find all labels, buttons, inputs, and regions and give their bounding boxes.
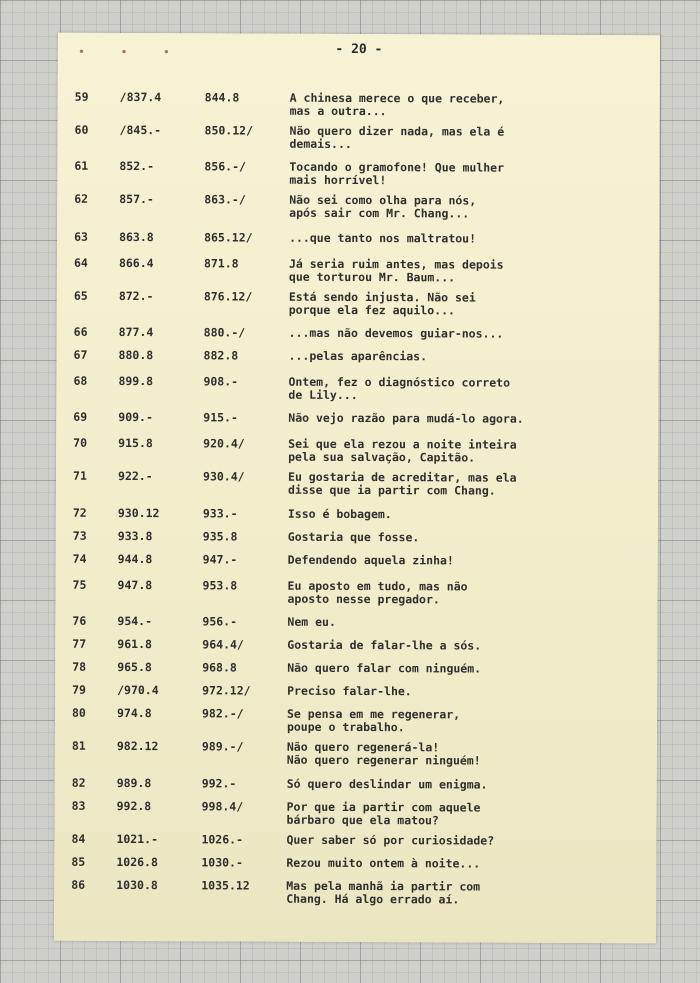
subtitle-number: 74 xyxy=(72,551,87,566)
subtitle-number: 79 xyxy=(72,682,87,697)
subtitle-number: 77 xyxy=(72,636,87,651)
subtitle-text: Está sendo injusta. Não sei porque ela fez aquilo... xyxy=(288,289,476,318)
subtitle-number: 70 xyxy=(73,435,88,450)
subtitle-row xyxy=(56,373,658,403)
time-in: 1021.- xyxy=(116,831,159,847)
subtitle-row xyxy=(55,798,657,828)
time-in: 982.12 xyxy=(116,738,159,754)
subtitle-number: 60 xyxy=(74,122,89,137)
time-in: 880.8 xyxy=(118,347,154,363)
time-out: 992.- xyxy=(201,776,237,791)
typed-page xyxy=(54,33,660,944)
time-out: 882.8 xyxy=(203,348,239,363)
subtitle-text: Mas pela manhã ia partir com Chang. Há algo errado aí. xyxy=(286,878,481,907)
time-out: 871.8 xyxy=(203,256,239,271)
subtitle-text: Rezou muito ontem à noite... xyxy=(286,855,481,871)
time-out: 856.-/ xyxy=(204,159,246,174)
subtitle-row xyxy=(57,191,659,221)
time-out: 968.8 xyxy=(202,660,237,675)
time-in: 933.8 xyxy=(117,528,153,544)
time-in: 863.8 xyxy=(119,229,154,245)
subtitle-text: Gostaria que fosse. xyxy=(287,529,420,545)
subtitle-row xyxy=(57,255,659,285)
subtitle-text: Gostaria de falar-lhe a sós. xyxy=(287,637,482,653)
time-out: 1035.12 xyxy=(201,878,250,893)
time-in: 974.8 xyxy=(116,705,152,721)
subtitle-text: Eu gostaria de acreditar, mas ela disse que ia partir com Chang. xyxy=(287,469,517,498)
subtitle-text: ...que tanto nos maltratou! xyxy=(289,230,477,246)
subtitle-row xyxy=(56,409,658,426)
time-out: 989.-/ xyxy=(201,739,244,754)
subtitle-number: 67 xyxy=(73,347,88,362)
subtitle-number: 65 xyxy=(73,288,88,303)
time-in: 922.- xyxy=(118,468,153,484)
time-out: 933.- xyxy=(202,506,238,521)
subtitle-row xyxy=(55,682,657,699)
time-out: 863.-/ xyxy=(204,192,246,207)
time-in: /837.4 xyxy=(119,89,162,105)
subtitle-number: 68 xyxy=(73,373,88,388)
time-in: 857.- xyxy=(119,191,154,207)
subtitle-text: ...mas não devemos guiar-nos... xyxy=(288,325,504,341)
subtitle-number: 86 xyxy=(71,877,86,892)
subtitle-text: Só quero deslindar um enigma. xyxy=(286,776,488,792)
subtitle-text: A chinesa merece o que receber, mas a outra... xyxy=(289,90,505,119)
subtitle-row xyxy=(58,122,660,151)
time-out: 880.-/ xyxy=(203,325,246,340)
time-out: 947.- xyxy=(202,552,238,567)
subtitle-text: Sei que ela rezou a noite inteira pela sua salvação, Capitão. xyxy=(288,436,517,465)
time-out: 850.12/ xyxy=(204,123,254,138)
subtitle-text: Preciso falar-lhe. xyxy=(287,683,412,699)
time-out: 915.- xyxy=(203,410,238,425)
subtitle-number: 75 xyxy=(72,577,87,592)
time-out: 953.8 xyxy=(202,578,238,593)
time-out: 1026.- xyxy=(201,832,244,847)
subtitle-row xyxy=(54,831,656,848)
subtitle-row xyxy=(56,435,658,465)
time-out: 844.8 xyxy=(204,90,240,105)
punch-marks: • • • xyxy=(77,44,185,60)
time-in: 930.12 xyxy=(117,505,160,521)
subtitle-list xyxy=(54,33,660,944)
subtitle-row xyxy=(55,636,657,653)
time-in: 872.- xyxy=(118,288,154,304)
subtitle-row xyxy=(58,89,660,119)
time-in: 915.8 xyxy=(118,435,153,451)
subtitle-text: Defendendo aquela zinha! xyxy=(287,552,454,568)
time-in: 954.- xyxy=(117,613,153,629)
subtitle-text: Não quero regenerá-la! Não quero regenerar ninguém! xyxy=(286,739,481,768)
subtitle-number: 76 xyxy=(72,613,87,628)
time-in: 909.- xyxy=(118,409,153,425)
time-in: 961.8 xyxy=(117,636,152,652)
subtitle-number: 81 xyxy=(71,738,86,753)
subtitle-row xyxy=(54,877,656,907)
subtitle-row xyxy=(56,577,658,607)
subtitle-number: 69 xyxy=(73,409,88,424)
subtitle-row xyxy=(56,468,658,498)
time-out: 920.4/ xyxy=(203,436,245,451)
subtitle-row xyxy=(57,324,659,341)
subtitle-text: Nem eu. xyxy=(287,614,336,629)
time-out: 1030.- xyxy=(201,855,243,870)
time-in: 1030.8 xyxy=(116,877,158,893)
time-out: 930.4/ xyxy=(203,469,245,484)
time-out: 972.12/ xyxy=(202,683,251,698)
subtitle-row xyxy=(56,551,658,568)
subtitle-row xyxy=(57,288,659,318)
time-in: 965.8 xyxy=(117,659,152,675)
time-in: 989.8 xyxy=(116,775,152,791)
subtitle-text: Não sei como olha para nós, após sair com Mr. Chang... xyxy=(289,192,477,221)
subtitle-number: 66 xyxy=(73,324,88,339)
subtitle-number: 63 xyxy=(74,229,88,244)
subtitle-text: Quer saber só por curiosidade? xyxy=(286,832,495,848)
subtitle-number: 82 xyxy=(71,775,86,790)
subtitle-number: 71 xyxy=(73,468,87,483)
subtitle-text: Ontem, fez o diagnóstico correto de Lily... xyxy=(288,374,511,403)
time-in: 852.- xyxy=(119,158,155,174)
subtitle-text: Já seria ruim antes, mas depois que torturou Mr. Baum... xyxy=(288,256,504,285)
subtitle-number: 72 xyxy=(72,505,87,520)
time-in: 992.8 xyxy=(116,798,152,814)
subtitle-text: Por que ia partir com aquele bárbaro que ela matou? xyxy=(286,799,481,828)
subtitle-row xyxy=(57,158,659,188)
subtitle-text: Tocando o gramofone! Que mulher mais horrível! xyxy=(289,159,505,188)
time-in: 866.4 xyxy=(118,255,154,271)
subtitle-number: 62 xyxy=(74,191,89,206)
time-out: 865.12/ xyxy=(204,230,253,245)
time-in: /970.4 xyxy=(117,682,159,698)
subtitle-text: Não quero falar com ninguém. xyxy=(287,660,482,676)
subtitle-number: 83 xyxy=(71,798,86,813)
time-out: 956.- xyxy=(202,614,238,629)
subtitle-text: Se pensa em me regenerar, poupe o trabalho. xyxy=(286,706,461,735)
subtitle-row xyxy=(55,775,657,792)
time-in: 1026.8 xyxy=(116,854,158,870)
subtitle-number: 64 xyxy=(73,255,88,270)
subtitle-number: 80 xyxy=(71,705,86,720)
time-in: /845.- xyxy=(119,122,162,138)
subtitle-row xyxy=(55,613,657,629)
subtitle-number: 61 xyxy=(74,158,89,173)
time-out: 935.8 xyxy=(202,529,238,544)
subtitle-row xyxy=(55,705,657,735)
subtitle-number: 85 xyxy=(71,854,86,869)
subtitle-number: 73 xyxy=(72,528,87,543)
subtitle-text: Isso é bobagem. xyxy=(287,506,392,522)
time-in: 877.4 xyxy=(118,324,154,340)
time-out: 964.4/ xyxy=(202,637,244,652)
time-in: 947.8 xyxy=(117,577,153,593)
time-in: 944.8 xyxy=(117,551,153,567)
time-out: 876.12/ xyxy=(203,289,253,304)
subtitle-row xyxy=(56,505,658,522)
time-out: 908.- xyxy=(203,374,239,389)
subtitle-number: 84 xyxy=(71,831,86,846)
subtitle-text: Não quero dizer nada, mas ela é demais... xyxy=(289,123,505,151)
time-out: 982.-/ xyxy=(201,706,244,721)
subtitle-row xyxy=(54,854,656,871)
subtitle-text: Não vejo razão para mudá-lo agora. xyxy=(288,410,524,426)
subtitle-text: Eu aposto em tudo, mas não aposto nesse pregador. xyxy=(287,578,468,607)
subtitle-row xyxy=(57,347,659,364)
time-in: 899.8 xyxy=(118,373,154,389)
subtitle-row xyxy=(57,229,659,246)
subtitle-row xyxy=(55,659,657,676)
subtitle-text: ...pelas aparências. xyxy=(288,348,428,364)
subtitle-row xyxy=(56,528,658,545)
page-number: - 20 - xyxy=(335,41,383,58)
subtitle-number: 78 xyxy=(72,659,87,674)
subtitle-number: 59 xyxy=(74,89,89,104)
time-out: 998.4/ xyxy=(201,799,244,814)
subtitle-row xyxy=(55,738,657,768)
